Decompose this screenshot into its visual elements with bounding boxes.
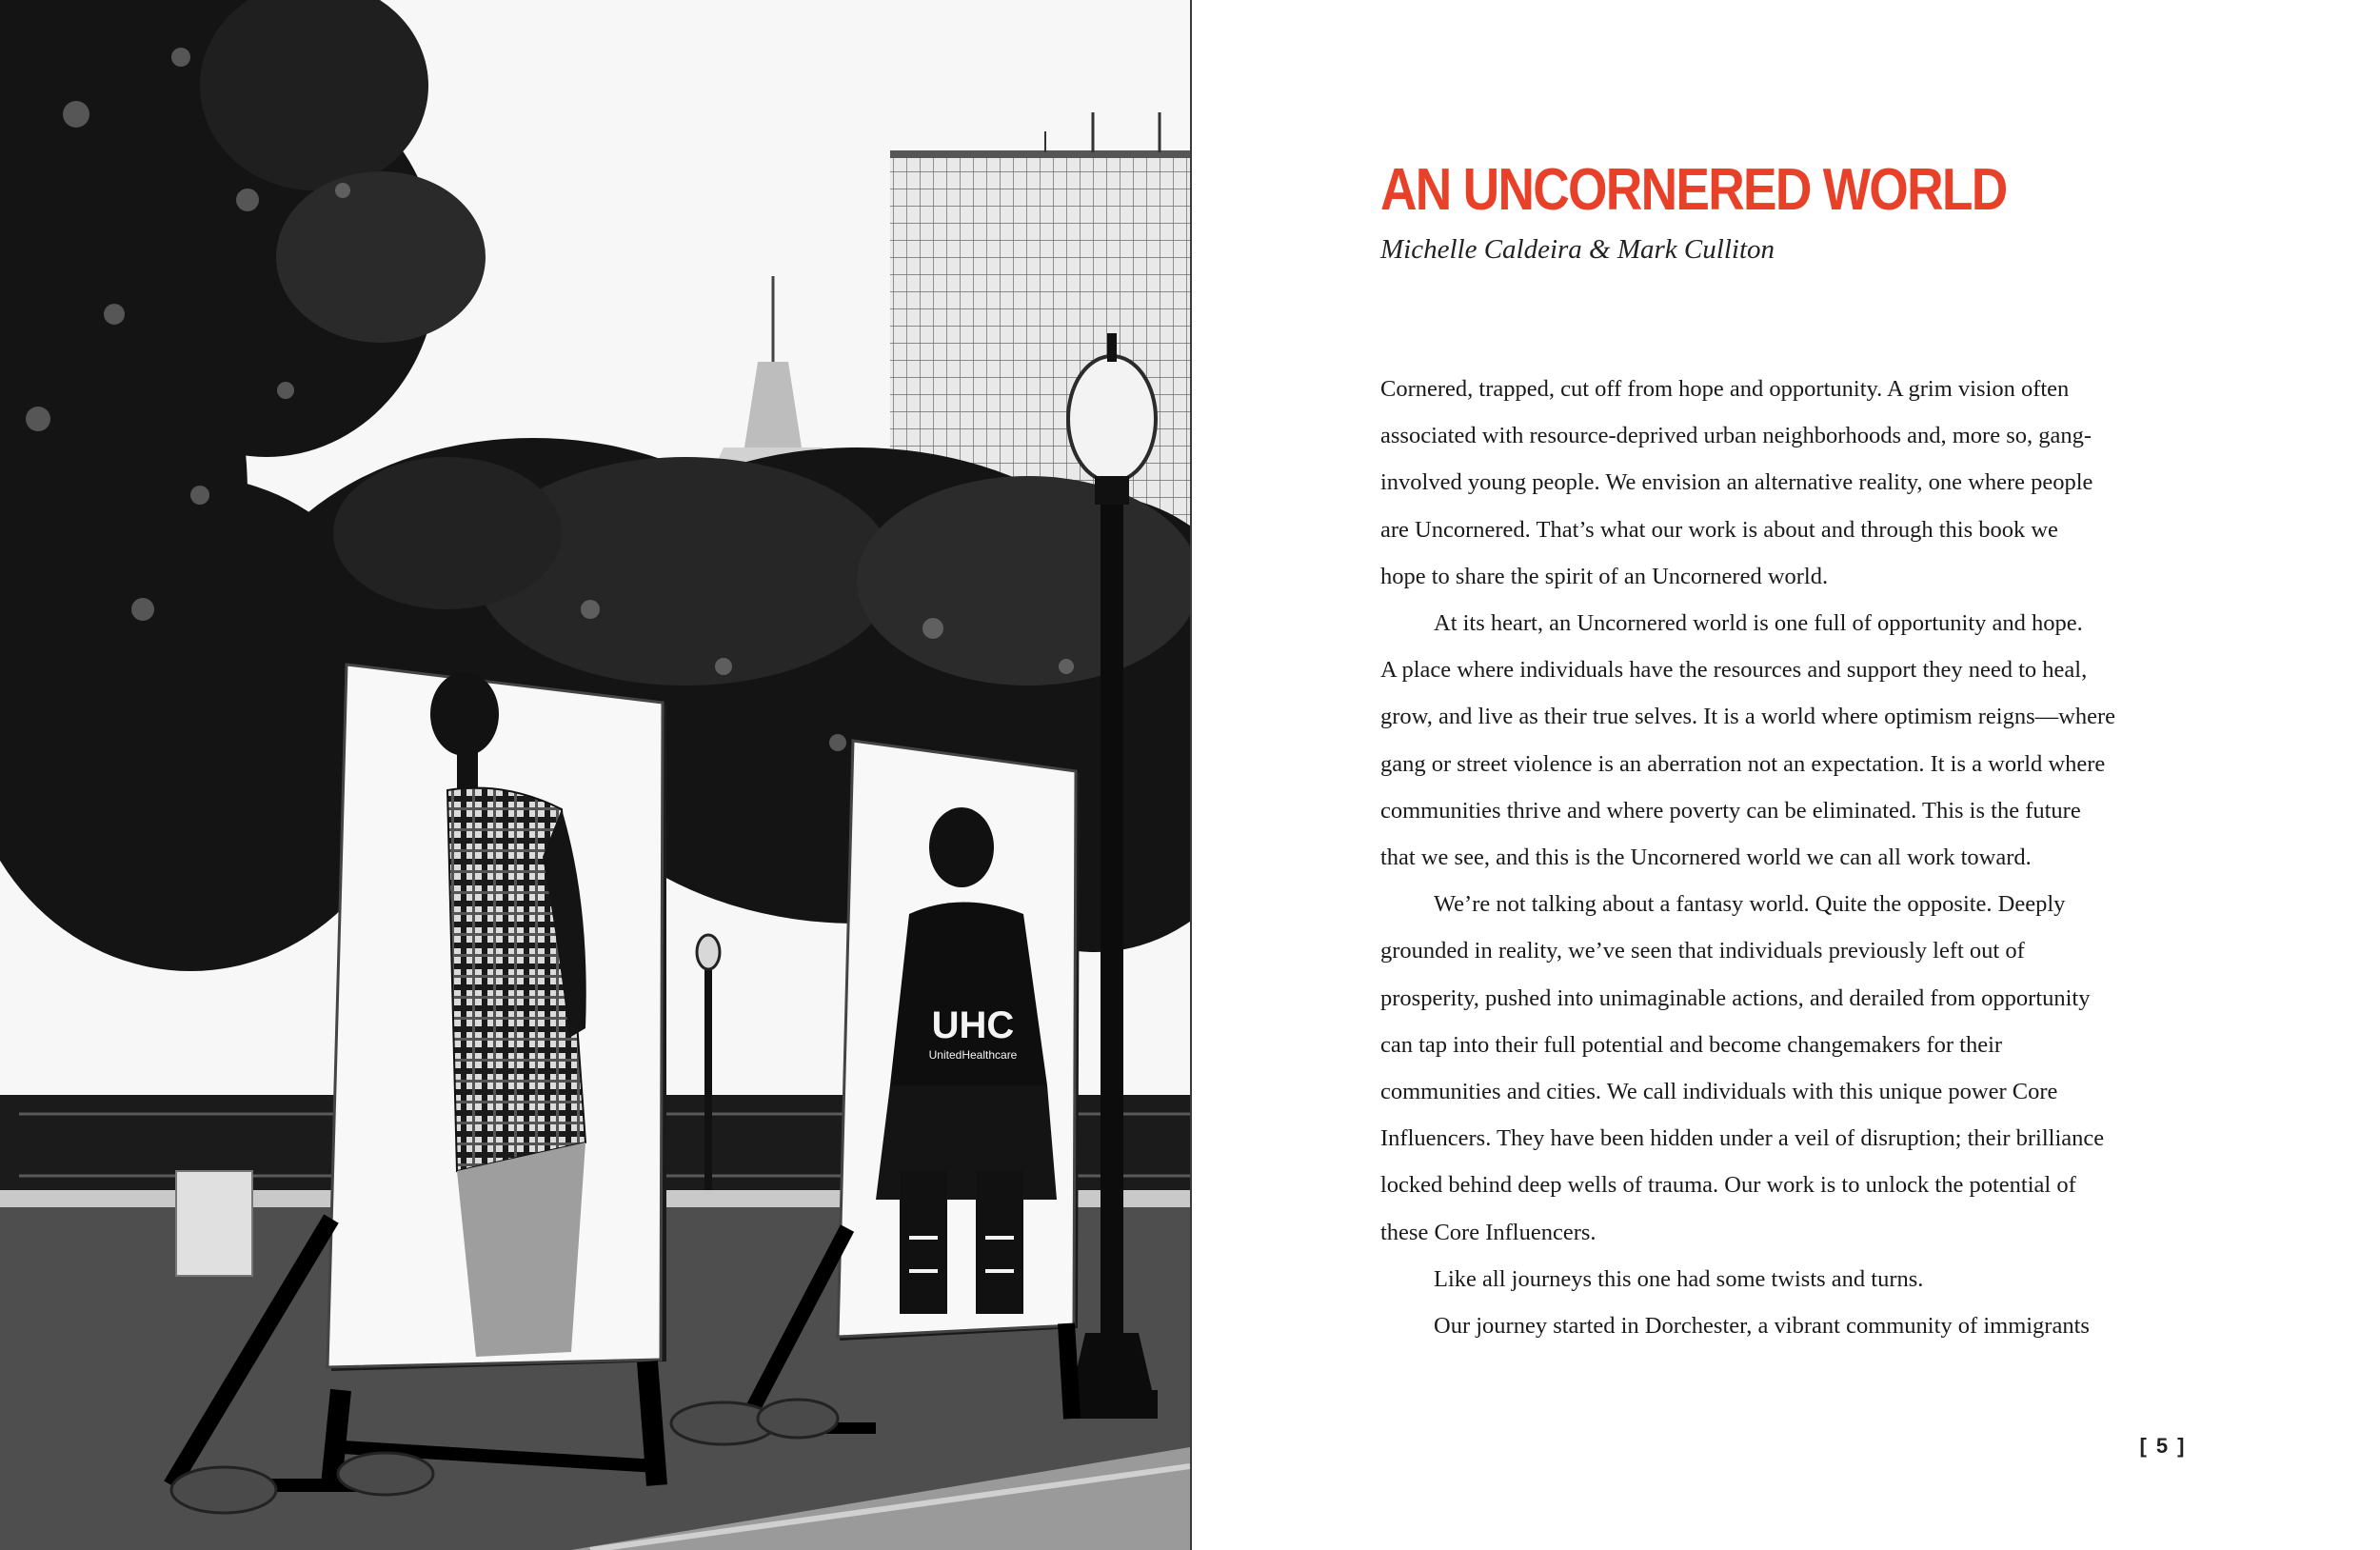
body-line: locked behind deep wells of trauma. Our work is to unlock the potential of [1380,1172,2076,1199]
folio-close-bracket: ] [2177,1434,2185,1458]
body-line: communities and cities. We call individuals with this unique power Core [1380,1079,2058,1105]
page-number [2129,1434,2195,1459]
body-line: hope to share the spirit of an Uncornered world. [1380,563,1829,589]
body-line: Influencers. They have been hidden under a veil of disruption; their brilliance [1380,1125,2105,1152]
body-line: Cornered, trapped, cut off from hope and opportunity. A grim vision often [1380,376,2070,402]
body-line: grounded in reality, we’ve seen that individuals previously left out of [1380,938,2025,964]
body-line: communities thrive and where poverty can be eliminated. This is the future [1380,797,2081,824]
text-page [1192,0,2380,1550]
folio-number: 5 [2155,1434,2169,1458]
body-line: these Core Influencers. [1380,1219,1597,1245]
body-line: involved young people. We envision an alternative reality, one where people [1380,469,2093,496]
author-byline: Michelle Caldeira & Mark Culliton [1380,234,1775,265]
utility-box [176,1171,252,1276]
body-line: gang or street violence is an aberration not an expectation. It is a world where [1380,750,2106,777]
jersey-logo-text: UHC [931,1004,1015,1046]
body-line: We’re not talking about a fantasy world. Quite the opposite. Deeply [1434,891,2066,918]
body-line: associated with resource-deprived urban neighborhoods and, more so, gang- [1380,423,2092,449]
body-line: Like all journeys this one had some twists and turns. [1434,1265,1924,1292]
body-line: can tap into their full potential and become changemakers for their [1380,1031,2003,1058]
chapter-title: AN UNCORNERED WORLD [1380,157,2007,223]
body-line: At its heart, an Uncornered world is one full of opportunity and hope. [1434,610,2083,637]
body-line: A place where individuals have the resources and support they need to heal, [1380,657,2088,684]
folio-open-bracket: [ [2139,1434,2147,1458]
jersey-sponsor-text: UnitedHealthcare [928,1048,1018,1062]
body-line: that we see, and this is the Uncornered world we can all work toward. [1380,845,2032,871]
body-line: prosperity, pushed into unimaginable actions, and derailed from opportunity [1380,984,2091,1011]
body-line: grow, and live as their true selves. It is a world where optimism reigns—where [1380,704,2116,730]
body-text [1380,366,2185,1349]
body-line: Our journey started in Dorchester, a vibrant community of immigrants [1434,1313,2090,1340]
body-line: are Uncornered. That’s what our work is about and through this book we [1380,516,2058,543]
